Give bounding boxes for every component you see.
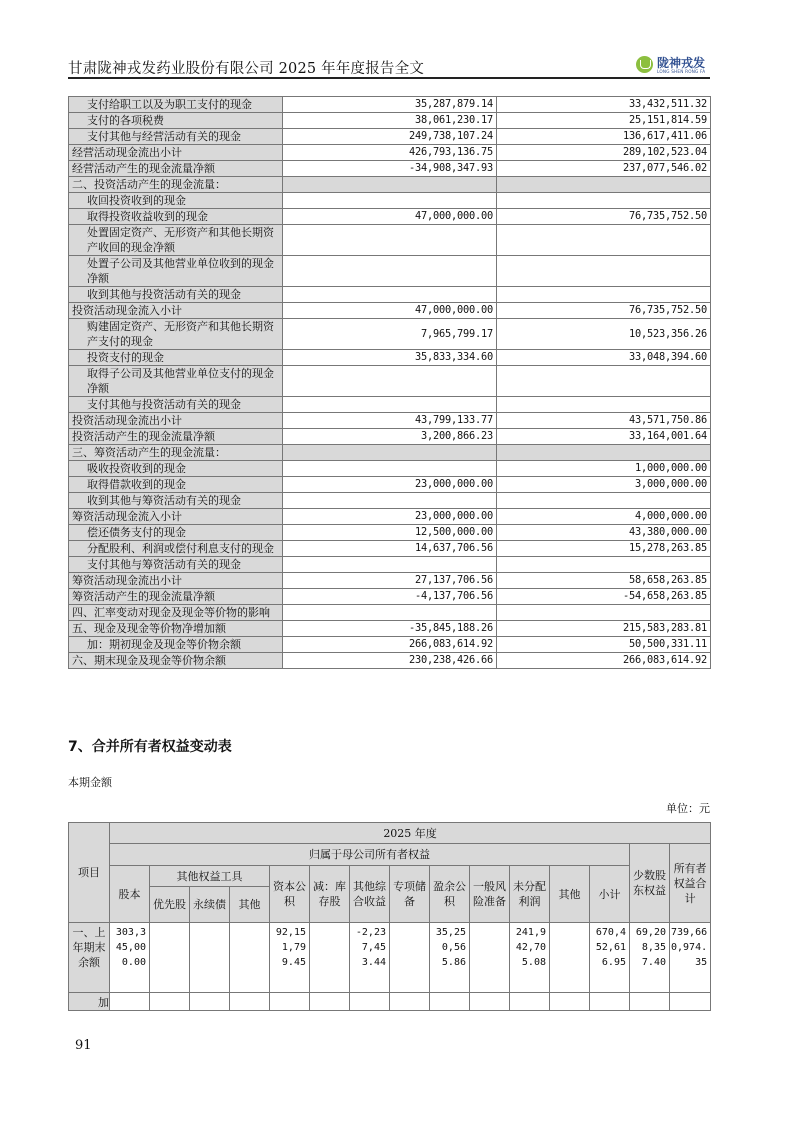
header-year: 2025 年度 — [110, 823, 711, 844]
cell-perpetual — [190, 923, 230, 993]
prior-period-value: 33,432,511.32 — [497, 97, 711, 113]
row-label: 二、投资活动产生的现金流量： — [69, 177, 283, 193]
table-row — [69, 225, 711, 256]
cell-share-capital: 303,345,000.00 — [110, 923, 150, 993]
prior-period-value: 50,500,331.11 — [497, 637, 711, 653]
table-row — [69, 319, 711, 350]
cell-other-inst — [230, 993, 270, 1011]
table-row — [69, 145, 711, 161]
prior-period-value: 43,380,000.00 — [497, 525, 711, 541]
row-label: 经营活动产生的现金流量净额 — [69, 161, 283, 177]
table-row — [69, 413, 711, 429]
current-period-value: 23,000,000.00 — [283, 509, 497, 525]
table-row — [69, 366, 711, 397]
row-label: 筹资活动产生的现金流量净额 — [69, 589, 283, 605]
row-label: 收到其他与投资活动有关的现金 — [69, 287, 283, 303]
logo-subtext: LONG SHEN RONG FA — [657, 69, 706, 74]
row-label: 处置固定资产、无形资产和其他长期资产收回的现金净额 — [69, 225, 283, 256]
header-share-capital: 股本 — [110, 866, 150, 923]
prior-period-value: 289,102,523.04 — [497, 145, 711, 161]
company-logo — [636, 55, 712, 77]
header-total: 所有者权益合计 — [670, 844, 711, 923]
cell-surplus-reserve: 35,250,565.86 — [430, 923, 470, 993]
header-parent-equity: 归属于母公司所有者权益 — [110, 844, 630, 866]
header-other-inst: 其他 — [230, 887, 270, 923]
row-label: 六、期末现金及现金等价物余额 — [69, 653, 283, 669]
row-label: 五、现金及现金等价物净增加额 — [69, 621, 283, 637]
cell-retained — [510, 993, 550, 1011]
cell-preferred — [150, 993, 190, 1011]
page-number: 91 — [75, 1038, 92, 1053]
cell-minority — [630, 993, 670, 1011]
row-label: 投资支付的现金 — [69, 350, 283, 366]
table-row — [69, 113, 711, 129]
current-period-value: 426,793,136.75 — [283, 145, 497, 161]
row-label: 支付给职工以及为职工支付的现金 — [69, 97, 283, 113]
table-row — [69, 397, 711, 413]
current-period-value: 249,738,107.24 — [283, 129, 497, 145]
row-label: 取得投资收益收到的现金 — [69, 209, 283, 225]
row-label: 投资活动现金流出小计 — [69, 413, 283, 429]
period-label: 本期金额 — [68, 776, 112, 789]
cell-capital-reserve: 92,151,799.45 — [270, 923, 310, 993]
current-period-value — [283, 366, 497, 397]
row-label: 分配股利、利润或偿付利息支付的现金 — [69, 541, 283, 557]
row-label: 四、汇率变动对现金及现金等价物的影响 — [69, 605, 283, 621]
table-row — [69, 161, 711, 177]
table-row — [69, 193, 711, 209]
row-label: 加：期初现金及现金等价物余额 — [69, 637, 283, 653]
table-row — [69, 541, 711, 557]
row-label: 三、筹资活动产生的现金流量： — [69, 445, 283, 461]
current-period-value: -35,845,188.26 — [283, 621, 497, 637]
header-other: 其他 — [550, 866, 590, 923]
table-row — [69, 350, 711, 366]
table-row — [69, 477, 711, 493]
current-period-value: 7,965,799.17 — [283, 319, 497, 350]
row-label: 加 — [69, 993, 110, 1011]
cell-total — [670, 993, 711, 1011]
current-period-value — [283, 225, 497, 256]
table-row — [69, 525, 711, 541]
prior-period-value — [497, 177, 711, 193]
table-row — [69, 637, 711, 653]
prior-period-value: 1,000,000.00 — [497, 461, 711, 477]
table-row — [69, 97, 711, 113]
prior-period-value — [497, 605, 711, 621]
header-special-reserve: 专项储备 — [390, 866, 430, 923]
cell-capital-reserve — [270, 993, 310, 1011]
cell-general-risk — [470, 923, 510, 993]
cell-minority: 69,208,357.40 — [630, 923, 670, 993]
cell-surplus-reserve — [430, 993, 470, 1011]
prior-period-value: 43,571,750.86 — [497, 413, 711, 429]
table-row — [69, 209, 711, 225]
equity-change-table — [68, 822, 711, 1011]
row-label: 经营活动现金流出小计 — [69, 145, 283, 161]
row-label: 一、上年期末余额 — [69, 923, 110, 993]
header-divider — [68, 77, 710, 79]
logo-icon — [636, 56, 653, 73]
current-period-value — [283, 177, 497, 193]
prior-period-value — [497, 256, 711, 287]
current-period-value — [283, 256, 497, 287]
current-period-value: 230,238,426.66 — [283, 653, 497, 669]
cell-treasury — [310, 923, 350, 993]
row-label: 吸收投资收到的现金 — [69, 461, 283, 477]
table-row — [69, 429, 711, 445]
cell-general-risk — [470, 993, 510, 1011]
table-row — [69, 445, 711, 461]
current-period-value: 35,833,334.60 — [283, 350, 497, 366]
table-row — [69, 993, 711, 1011]
current-period-value: 47,000,000.00 — [283, 303, 497, 319]
table-row — [69, 573, 711, 589]
cell-special-reserve — [390, 993, 430, 1011]
header-treasury: 减：库存股 — [310, 866, 350, 923]
table-row — [69, 557, 711, 573]
row-label: 筹资活动现金流入小计 — [69, 509, 283, 525]
row-label: 偿还债务支付的现金 — [69, 525, 283, 541]
current-period-value — [283, 605, 497, 621]
prior-period-value — [497, 193, 711, 209]
prior-period-value: 25,151,814.59 — [497, 113, 711, 129]
header-preferred: 优先股 — [150, 887, 190, 923]
table-row — [69, 621, 711, 637]
current-period-value: 12,500,000.00 — [283, 525, 497, 541]
prior-period-value — [497, 287, 711, 303]
table-row — [69, 303, 711, 319]
prior-period-value — [497, 557, 711, 573]
cell-total: 739,660,974.35 — [670, 923, 711, 993]
current-period-value: 38,061,230.17 — [283, 113, 497, 129]
section-title: 7、合并所有者权益变动表 — [68, 739, 232, 755]
logo-text: 陇神戎发 — [657, 56, 706, 70]
header-item: 项目 — [69, 823, 110, 923]
header-surplus-reserve: 盈余公积 — [430, 866, 470, 923]
prior-period-value: 58,658,263.85 — [497, 573, 711, 589]
page-header — [68, 57, 710, 77]
table-row — [69, 287, 711, 303]
prior-period-value: 237,077,546.02 — [497, 161, 711, 177]
row-label: 收回投资收到的现金 — [69, 193, 283, 209]
header-subtotal: 小计 — [590, 866, 630, 923]
row-label: 投资活动现金流入小计 — [69, 303, 283, 319]
cell-other — [550, 993, 590, 1011]
table-row — [69, 923, 711, 993]
table-row — [69, 509, 711, 525]
prior-period-value: 15,278,263.85 — [497, 541, 711, 557]
prior-period-value: 10,523,356.26 — [497, 319, 711, 350]
table-row — [69, 256, 711, 287]
prior-period-value: 136,617,411.06 — [497, 129, 711, 145]
cash-flow-table — [68, 96, 711, 669]
header-minority: 少数股东权益 — [630, 844, 670, 923]
prior-period-value: 76,735,752.50 — [497, 303, 711, 319]
table-row — [69, 493, 711, 509]
current-period-value — [283, 397, 497, 413]
table-row — [69, 605, 711, 621]
row-label: 购建固定资产、无形资产和其他长期资产支付的现金 — [69, 319, 283, 350]
prior-period-value — [497, 493, 711, 509]
prior-period-value: 215,583,283.81 — [497, 621, 711, 637]
prior-period-value: 266,083,614.92 — [497, 653, 711, 669]
header-capital-reserve: 资本公积 — [270, 866, 310, 923]
row-label: 投资活动产生的现金流量净额 — [69, 429, 283, 445]
current-period-value — [283, 461, 497, 477]
current-period-value: 266,083,614.92 — [283, 637, 497, 653]
cell-oci: -2,237,453.44 — [350, 923, 390, 993]
cell-other-inst — [230, 923, 270, 993]
current-period-value: 35,287,879.14 — [283, 97, 497, 113]
current-period-value: -34,908,347.93 — [283, 161, 497, 177]
row-label: 处置子公司及其他营业单位收到的现金净额 — [69, 256, 283, 287]
row-label: 支付其他与筹资活动有关的现金 — [69, 557, 283, 573]
current-period-value — [283, 557, 497, 573]
row-label: 支付的各项税费 — [69, 113, 283, 129]
current-period-value — [283, 445, 497, 461]
row-label: 筹资活动现金流出小计 — [69, 573, 283, 589]
prior-period-value: 33,164,001.64 — [497, 429, 711, 445]
current-period-value — [283, 493, 497, 509]
header-perpetual: 永续债 — [190, 887, 230, 923]
current-period-value: 47,000,000.00 — [283, 209, 497, 225]
current-period-value: 23,000,000.00 — [283, 477, 497, 493]
current-period-value: 27,137,706.56 — [283, 573, 497, 589]
cell-other — [550, 923, 590, 993]
row-label: 支付其他与经营活动有关的现金 — [69, 129, 283, 145]
table-row — [69, 461, 711, 477]
row-label: 收到其他与筹资活动有关的现金 — [69, 493, 283, 509]
header-other-instruments: 其他权益工具 — [150, 866, 270, 887]
cell-oci — [350, 993, 390, 1011]
table-row — [69, 177, 711, 193]
prior-period-value: 3,000,000.00 — [497, 477, 711, 493]
header-oci: 其他综合收益 — [350, 866, 390, 923]
unit-label: 单位：元 — [666, 802, 710, 815]
current-period-value: 3,200,866.23 — [283, 429, 497, 445]
prior-period-value — [497, 397, 711, 413]
current-period-value: -4,137,706.56 — [283, 589, 497, 605]
current-period-value: 14,637,706.56 — [283, 541, 497, 557]
prior-period-value — [497, 225, 711, 256]
row-label: 取得借款收到的现金 — [69, 477, 283, 493]
header-retained: 未分配利润 — [510, 866, 550, 923]
cell-retained: 241,942,705.08 — [510, 923, 550, 993]
row-label: 取得子公司及其他营业单位支付的现金净额 — [69, 366, 283, 397]
table-row — [69, 653, 711, 669]
cell-treasury — [310, 993, 350, 1011]
report-title: 甘肃陇神戎发药业股份有限公司 2025 年年度报告全文 — [68, 61, 425, 77]
current-period-value — [283, 193, 497, 209]
prior-period-value: 33,048,394.60 — [497, 350, 711, 366]
cell-share-capital — [110, 993, 150, 1011]
row-label: 支付其他与投资活动有关的现金 — [69, 397, 283, 413]
current-period-value: 43,799,133.77 — [283, 413, 497, 429]
table-row — [69, 589, 711, 605]
cell-preferred — [150, 923, 190, 993]
current-period-value — [283, 287, 497, 303]
prior-period-value: 76,735,752.50 — [497, 209, 711, 225]
cell-subtotal: 670,452,616.95 — [590, 923, 630, 993]
prior-period-value: 4,000,000.00 — [497, 509, 711, 525]
cell-perpetual — [190, 993, 230, 1011]
cell-subtotal — [590, 993, 630, 1011]
cell-special-reserve — [390, 923, 430, 993]
table-row — [69, 129, 711, 145]
prior-period-value — [497, 445, 711, 461]
prior-period-value — [497, 366, 711, 397]
prior-period-value: -54,658,263.85 — [497, 589, 711, 605]
header-general-risk: 一般风险准备 — [470, 866, 510, 923]
